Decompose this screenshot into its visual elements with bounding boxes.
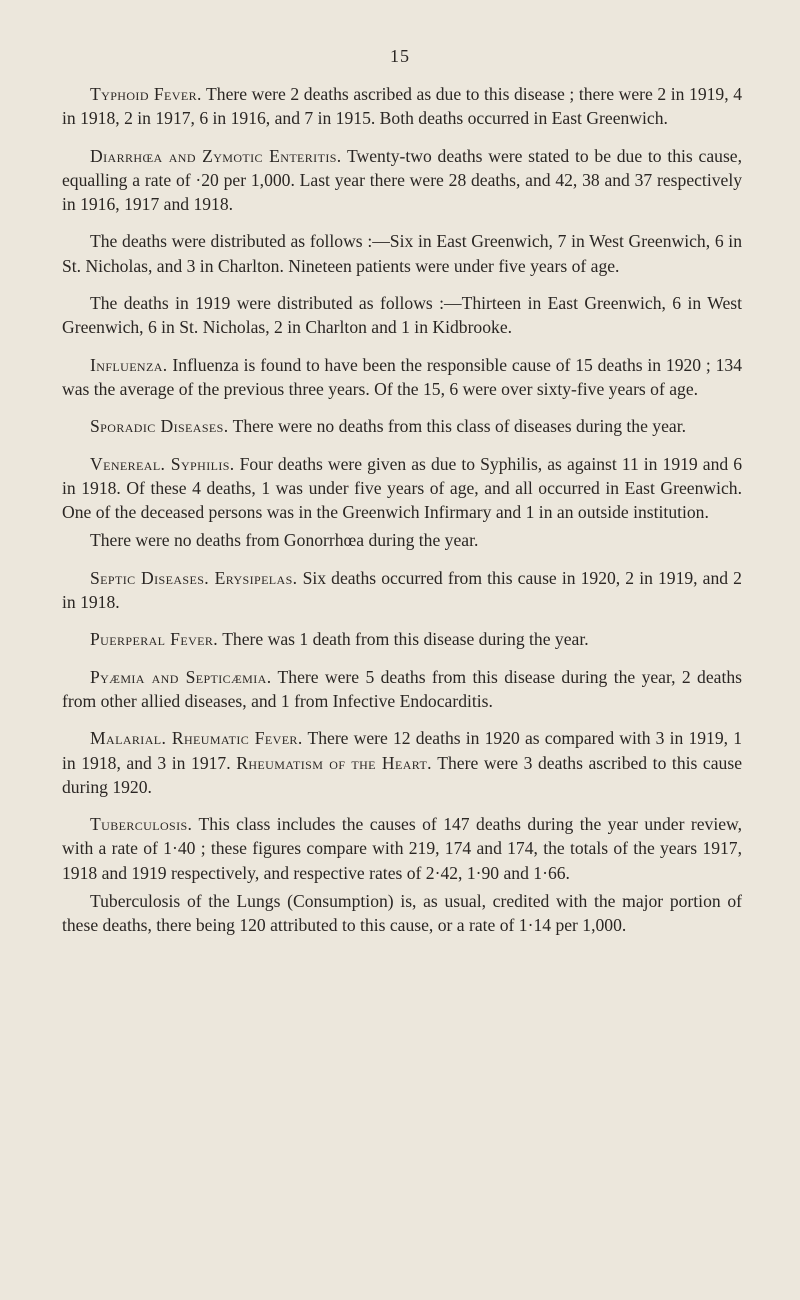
paragraph-septic-diseases [62, 566, 742, 615]
section-heading: Influenza. [90, 354, 168, 375]
paragraph-text: There were 3 deaths ascribed to this cause during 1920. [62, 752, 743, 797]
section-heading: Septic Diseases. Erysipelas. [90, 567, 298, 588]
section-heading: Rheumatism of the Heart. [236, 752, 432, 773]
paragraph-gonorrhoea [62, 528, 742, 552]
paragraph-text: Tuberculosis of the Lungs (Consumption) is, as usual, credited with the major portion of these deaths, there being 120 attributed to this cause, or a rate of 1·14 per 1,000. [62, 891, 742, 936]
paragraph-pyaemia [62, 665, 742, 714]
paragraph-text: Influenza is found to have been the responsible cause of 15 deaths in 1920 ; 134 was the average of the previous three years. Of the 15, 6 were over sixty-five years of age. [62, 354, 742, 399]
section-heading: Pyæmia and Septicæmia. [90, 666, 272, 687]
paragraph-diarrhoea-distribution-1920 [62, 229, 742, 278]
paragraph-sporadic-diseases [62, 414, 742, 438]
section-heading: Venereal. Syphilis. [90, 453, 235, 474]
paragraph-text: There was 1 death from this disease during the year. [218, 629, 589, 650]
body-text [62, 82, 742, 938]
section-heading: Typhoid Fever. [90, 84, 202, 104]
paragraph-text: Four deaths were given as due to Syphilis, as against 11 in 1919 and 6 in 1918. Of these 4 deaths, 1 was under five years of age, and all occurred in East Greenwich. One of the deceased persons was in the Greenwich Infirmary and 1 in an outside institution. [62, 453, 742, 523]
paragraph-tuberculosis-lungs [62, 889, 742, 938]
paragraph-tuberculosis [62, 812, 742, 885]
paragraph-text: Six deaths occurred from this cause in 1920, 2 in 1919, and 2 in 1918. [62, 567, 742, 613]
paragraph-diarrhoea-distribution-1919 [62, 291, 742, 340]
paragraph-text: There were no deaths from this class of diseases during the year. [228, 416, 686, 437]
paragraph-puerperal-fever [62, 627, 742, 651]
section-heading: Sporadic Diseases. [90, 416, 229, 437]
paragraph-typhoid-fever [62, 82, 742, 131]
section-heading: Tuberculosis. [90, 814, 193, 835]
section-heading: Malarial. Rheumatic Fever. [90, 728, 303, 749]
section-heading: Puerperal Fever. [90, 629, 219, 650]
paragraph-text: Twenty-two deaths were stated to be due to this cause, equalling a rate of ·20 per 1,000. Last year there were 28 deaths, and 42, 38 and 37 respectively in 1916, 1917 and 1918. [62, 145, 742, 215]
paragraph-text: There were no deaths from Gonorrhœa during the year. [90, 530, 479, 551]
paragraph-text: The deaths were distributed as follows :—Six in East Greenwich, 7 in West Greenwich, 6 in St. Nicholas, and 3 in Charlton. Nineteen patients were under five years of age. [62, 231, 742, 276]
paragraph-text: There were 2 deaths ascribed as due to this disease ; there were 2 in 1919, 4 in 1918, 2 in 1917, 6 in 1916, and 7 in 1915. Both deaths occurred in East Greenwich. [62, 84, 742, 129]
paragraph-diarrhoea [62, 144, 742, 217]
paragraph-venereal [62, 452, 742, 525]
paragraph-text: There were 5 deaths from this disease during the year, 2 deaths from other allied diseases, and 1 from Infective Endocarditis. [62, 666, 742, 711]
paragraph-influenza [62, 353, 742, 402]
section-heading: Diarrhœa and Zymotic Enteritis. [90, 145, 342, 166]
page-number: 15 [390, 46, 410, 66]
paragraph-text: The deaths in 1919 were distributed as follows :—Thirteen in East Greenwich, 6 in West Greenwich, 6 in St. Nicholas, 2 in Charlton and 1 in Kidbrooke. [62, 293, 742, 338]
paragraph-text: There were 12 deaths in 1920 as compared with 3 in 1919, 1 in 1918, and 3 in 1917. [62, 728, 742, 773]
paragraph-malarial-rheumatic [62, 726, 742, 799]
paragraph-text: This class includes the causes of 147 deaths during the year under review, with a rate of 1·40 ; these figures compare with 219, 174 and 174, the totals of the years 1917, 1918 and 1919 respectively, and respective rates of 2·42, 1·90 and 1·66. [62, 814, 742, 883]
